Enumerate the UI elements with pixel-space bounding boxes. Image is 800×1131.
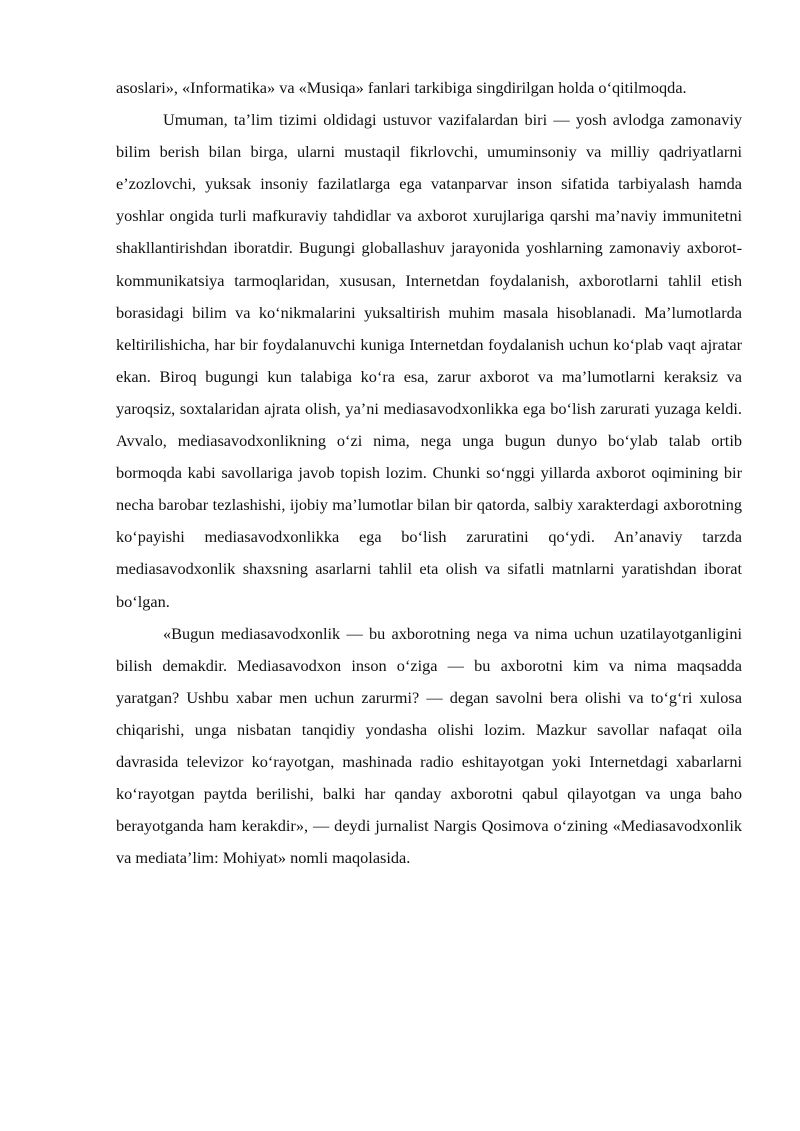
- paragraph-quote-qosimova: «Bugun mediasavodxonlik — bu axborotning nega va nima uchun uzatilayotganligini bilish demakdir. Mediasavodxon inson o‘ziga — bu axborotni kim va nima maqsadda yaratgan? Ushbu xabar men uchun zarurmi? — degan savolni bera olishi va to‘g‘ri xulosa chiqarishi, unga nisbatan tanqidiy yondasha olishi lozim. Mazkur savollar nafaqat oila davrasida televizor ko‘rayotgan, mashinada radio eshitayotgan yoki Internetdagi xabarlarni ko‘rayotgan paytda berilishi, balki har qanday axborotni qabul qilayotgan va unga baho berayotganda ham kerakdir», — deydi jurnalist Nargis Qosimova o‘zining «Mediasavodxonlik va mediata’lim: Mohiyat» nomli maqolasida.: [116, 623, 742, 868]
- body-text: [116, 72, 742, 874]
- paragraph-education-media-literacy: Umuman, ta’lim tizimi oldidagi ustuvor vazifalardan biri — yosh avlodga zamonaviy bilim berish bilan birga, ularni mustaqil fikrlovchi, umuminsoniy va milliy qadriyatlarni e’zozlovchi, yuksak insoniy fazilatlarga ega vatanparvar inson sifatida tarbiyalash hamda yoshlar ongida turli mafkuraviy tahdidlar va axborot xurujlariga qarshi ma’naviy immunitetni shakllantirishdan iboratdir. Bugungi globallashuv jarayonida yoshlarning zamonaviy axborot-kommunikatsiya tarmoqlaridan, xususan, Internetdan foydalanish, axborotlarni tahlil etish borasidagi bilim va ko‘nikmalarini yuksaltirish muhim masala hisoblanadi. Ma’lumotlarda keltirilishicha, har bir foydalanuvchi kuniga Internetdan foydalanish uchun ko‘plab vaqt ajratar ekan. Biroq bugungi kun talabiga ko‘ra esa, zarur axborot va ma’lumotlarni keraksiz va yaroqsiz, soxtalaridan ajrata olish, ya’ni mediasavodxonlikka ega bo‘lish zarurati yuzaga keldi. Avvalo, mediasavodxonlikning o‘zi nima, nega unga bugun dunyo bo‘ylab talab ortib bormoqda kabi savollariga javob topish lozim. Chunki so‘nggi yillarda axborot oqimining bir necha barobar tezlashishi, ijobiy ma’lumotlar bilan bir qatorda, salbiy xarakterdagi axborotning ko‘payishi mediasavodxonlikka ega bo‘lish zaruratini qo‘ydi. An’anaviy tarzda mediasavodxonlik shaxsning asarlarni tahlil eta olish va sifatli matnlarni yaratishdan iborat bo‘lgan.: [116, 110, 742, 611]
- paragraph-continuation: asoslari», «Informatika» va «Musiqa» fanlari tarkibiga singdirilgan holda o‘qitilmoqda.: [116, 78, 687, 97]
